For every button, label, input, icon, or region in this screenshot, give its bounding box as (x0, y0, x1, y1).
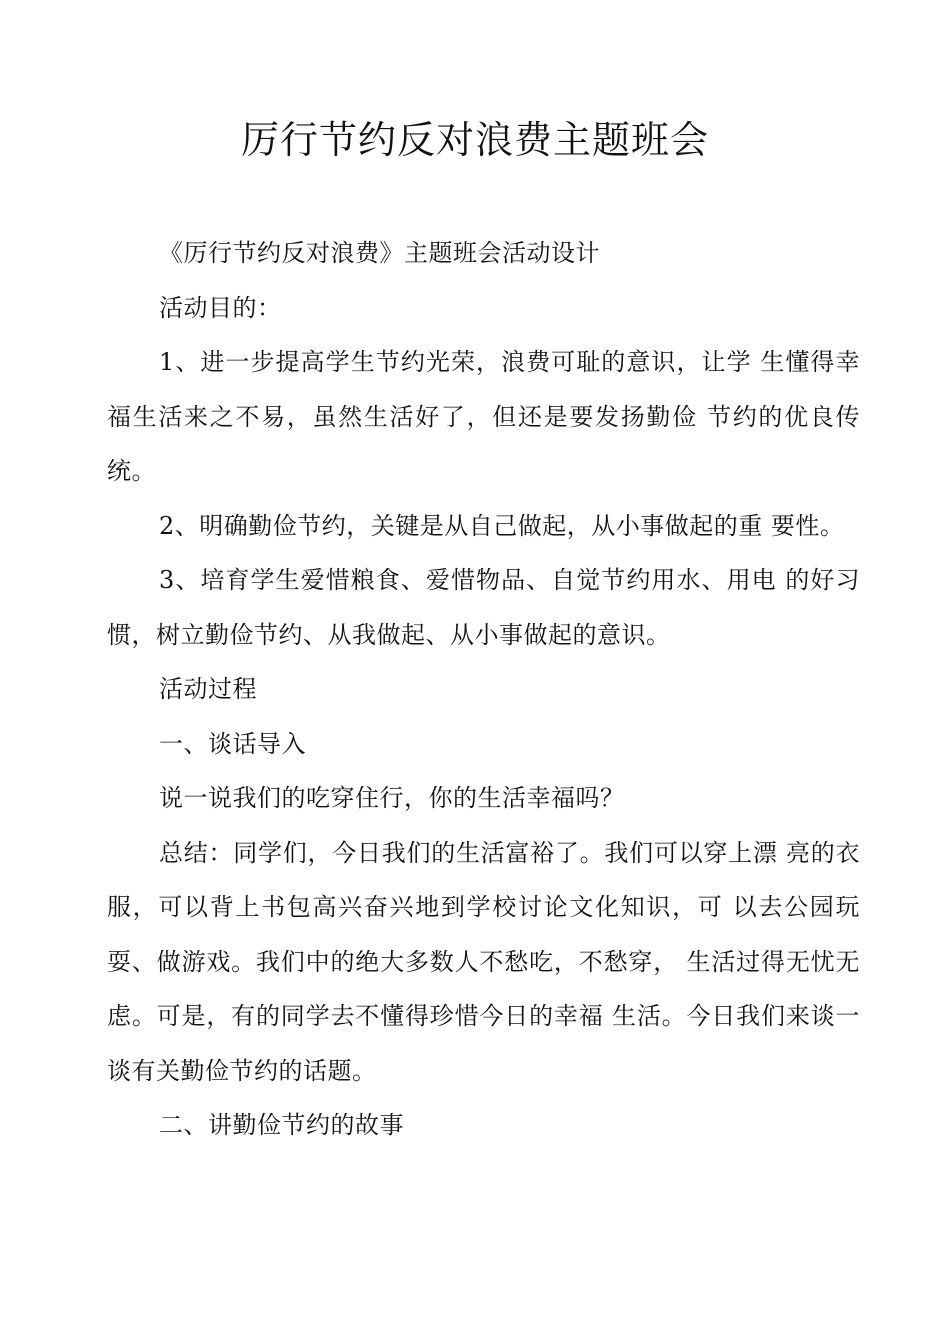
paragraph-subtitle: 《厉行节约反对浪费》主题班会活动设计 (159, 239, 600, 267)
paragraph-objective-1: 1、进一步提高学生节约光荣，浪费可耻的意识，让学 生懂得幸福生活来之不易，虽然生活好了，但还是要发扬勤俭 节约的优良传统。 (107, 348, 860, 485)
paragraph-process-heading: 活动过程 (159, 675, 257, 703)
paragraph-section-2-heading: 二、讲勤俭节约的故事 (159, 1111, 404, 1139)
paragraph-objective-2: 2、明确勤俭节约，关键是从自己做起，从小事做起的重 要性。 (159, 511, 845, 540)
paragraph-question: 说一说我们的吃穿住行，你的生活幸福吗？ (159, 784, 625, 812)
paragraph-section-1-heading: 一、谈话导入 (159, 729, 306, 758)
document-title: 厉行节约反对浪费主题班会 (240, 118, 709, 162)
paragraph-objective-heading: 活动目的： (159, 293, 282, 322)
paragraph-summary: 总结：同学们，今日我们的生活富裕了。我们可以穿上漂 亮的衣服，可以背上书包高兴奋兴地到学校讨论文化知识，可 以去公园玩耍、做游戏。我们中的绝大多数人不愁吃，不愁穿， 生活过得无忧无虑。可是，有的同学去不懂得珍惜今日的幸福 生活。今日我们来谈一谈有关勤俭节约的话题。 (107, 838, 860, 1085)
paragraph-objective-3: 3、培育学生爱惜粮食、爱惜物品、自觉节约用水、用电 的好习惯，树立勤俭节约、从我做起、从小事做起的意识。 (107, 566, 860, 649)
document-body (107, 226, 860, 1153)
